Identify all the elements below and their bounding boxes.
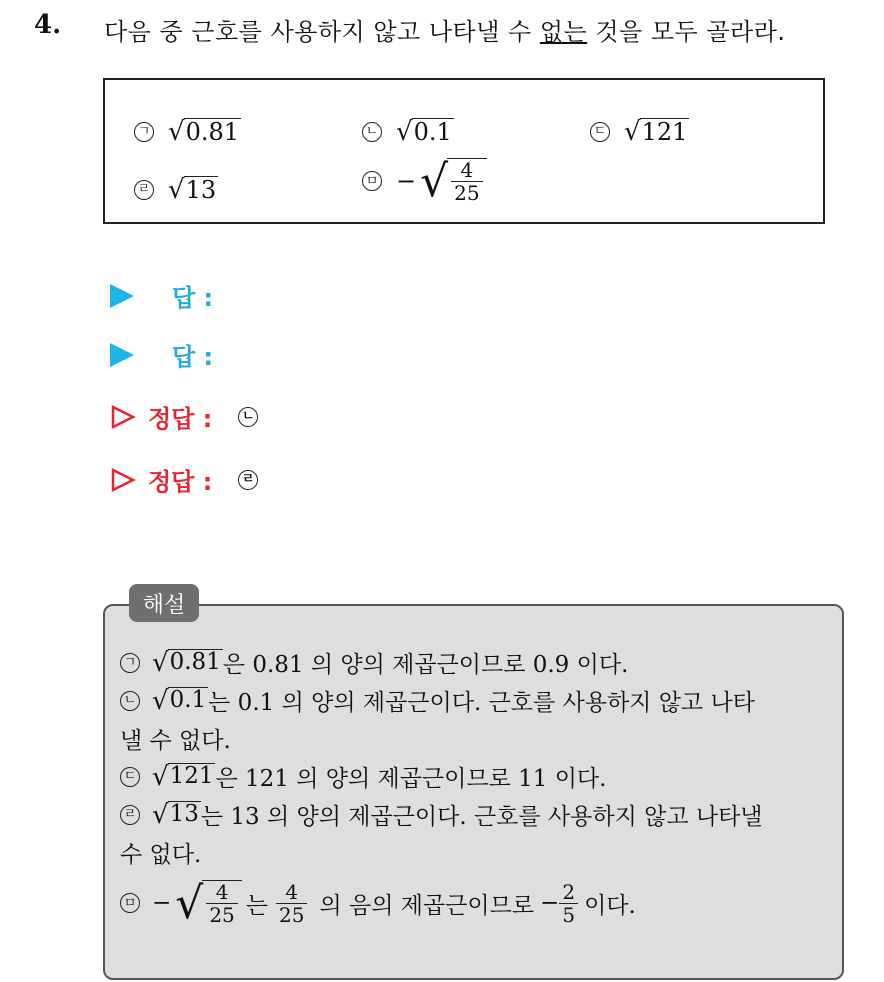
expl-text-4: 는 13 의 양의 제곱근이다. 근호를 사용하지 않고 나타낼 bbox=[200, 804, 763, 830]
expl-neg-5: − bbox=[540, 890, 560, 916]
expl-mark-2: ㄴ bbox=[120, 691, 140, 711]
expl-radicand-4: 13 bbox=[169, 801, 199, 828]
option-e-sign: − bbox=[396, 167, 417, 195]
expl-radicand-1: 0.81 bbox=[169, 649, 221, 676]
option-a-radicand: 0.81 bbox=[185, 118, 240, 146]
option-e-sqrt: √ $\frac{4}{25}$ bbox=[420, 158, 487, 204]
option-c-radicand: 121 bbox=[641, 118, 688, 146]
option-d bbox=[134, 175, 218, 206]
question-text-underlined: 없는 bbox=[539, 18, 588, 46]
expl-sqrt-3: √ 121 bbox=[152, 761, 214, 792]
correct-value-1: ㄴ bbox=[238, 407, 258, 427]
expl-result-den-5: 5 bbox=[559, 903, 578, 926]
explanation-line-2b bbox=[120, 722, 231, 755]
expl-text-3: 은 121 의 양의 제곱근이므로 11 이다. bbox=[215, 766, 607, 792]
answer-row-2 bbox=[110, 337, 213, 372]
question-text bbox=[104, 12, 786, 47]
expl-frac-num-5: 4 bbox=[285, 879, 299, 904]
expl-mark-4: ㄹ bbox=[120, 805, 140, 825]
expl-mid-5: 는 bbox=[245, 892, 268, 919]
option-a-mark: ㄱ bbox=[134, 122, 154, 142]
option-e-num: 4 bbox=[460, 158, 474, 182]
expl-text-1: 은 0.81 의 양의 제곱근이므로 0.9 이다. bbox=[222, 652, 629, 678]
option-d-mark: ㄹ bbox=[134, 180, 154, 200]
expl-sign-5: − bbox=[152, 890, 172, 916]
correct-label-2: 정답 : bbox=[148, 468, 213, 496]
expl-radicand-3: 121 bbox=[169, 763, 214, 790]
option-b-radicand: 0.1 bbox=[413, 118, 452, 146]
expl-sqrt-num-5: 4 bbox=[215, 880, 229, 904]
explanation-tag: 해설 bbox=[129, 584, 199, 622]
expl-mark-5: ㅁ bbox=[120, 893, 140, 913]
correct-row-2 bbox=[110, 462, 272, 497]
expl-frac-5 bbox=[276, 881, 307, 926]
expl-radicand-2: 0.1 bbox=[169, 687, 207, 714]
option-a-sqrt: √ 0.81 bbox=[168, 117, 240, 148]
answer-label-1: 답 : bbox=[172, 284, 214, 312]
play-triangle-icon bbox=[110, 284, 134, 308]
option-d-radicand: 13 bbox=[185, 176, 217, 204]
outline-triangle-icon bbox=[110, 467, 136, 493]
option-c bbox=[590, 117, 689, 148]
answer-label-2: 답 : bbox=[172, 343, 214, 371]
option-e-den: 25 bbox=[451, 181, 482, 204]
expl-result-frac-5 bbox=[559, 881, 578, 926]
expl-mark-3: ㄷ bbox=[120, 767, 140, 787]
option-b-sqrt: √ 0.1 bbox=[396, 117, 452, 148]
explanation-line-5 bbox=[120, 878, 636, 929]
expl-text-4-cont: 수 없다. bbox=[120, 842, 202, 868]
explanation-line-3 bbox=[120, 760, 606, 793]
expl-end-5: 이다. bbox=[584, 892, 636, 919]
explanation-line-2 bbox=[120, 684, 755, 717]
expl-sqrt-4: √ 13 bbox=[152, 799, 199, 830]
explanation-line-1 bbox=[120, 646, 628, 679]
option-c-sqrt: √ 121 bbox=[624, 117, 688, 148]
answer-row-1 bbox=[110, 278, 213, 313]
expl-sqrt-den-5: 25 bbox=[206, 903, 237, 926]
question-text-before: 다음 중 근호를 사용하지 않고 나타낼 수 bbox=[104, 18, 540, 46]
question-number: 4. bbox=[34, 10, 62, 40]
correct-value-2: ㄹ bbox=[238, 470, 258, 490]
expl-sqrt-2: √ 0.1 bbox=[152, 685, 207, 716]
expl-text-2: 는 0.1 의 양의 제곱근이다. 근호를 사용하지 않고 나타 bbox=[208, 690, 755, 716]
question-text-after: 것을 모두 골라라. bbox=[587, 18, 786, 46]
outline-triangle-icon bbox=[110, 404, 136, 430]
correct-row-1 bbox=[110, 399, 272, 434]
expl-mark-1: ㄱ bbox=[120, 653, 140, 673]
expl-result-num-5: 2 bbox=[562, 879, 576, 904]
play-triangle-icon bbox=[110, 343, 134, 367]
option-a bbox=[134, 117, 241, 148]
option-e-mark: ㅁ bbox=[362, 171, 382, 191]
option-d-sqrt: √ 13 bbox=[168, 175, 217, 206]
option-c-mark: ㄷ bbox=[590, 122, 610, 142]
expl-sqrt-5: √ $\frac{4}{25}$ bbox=[175, 880, 242, 926]
option-b bbox=[362, 117, 454, 148]
expl-text-2-cont: 낼 수 없다. bbox=[120, 728, 231, 754]
option-e bbox=[362, 156, 487, 207]
option-b-mark: ㄴ bbox=[362, 122, 382, 142]
explanation-line-4 bbox=[120, 798, 763, 831]
expl-frac-den-5: 25 bbox=[276, 903, 307, 926]
explanation-line-4b bbox=[120, 836, 201, 869]
correct-label-1: 정답 : bbox=[148, 405, 213, 433]
expl-text-5: 의 음의 제곱근이므로 bbox=[319, 892, 535, 919]
expl-sqrt-1: √ 0.81 bbox=[152, 647, 221, 678]
